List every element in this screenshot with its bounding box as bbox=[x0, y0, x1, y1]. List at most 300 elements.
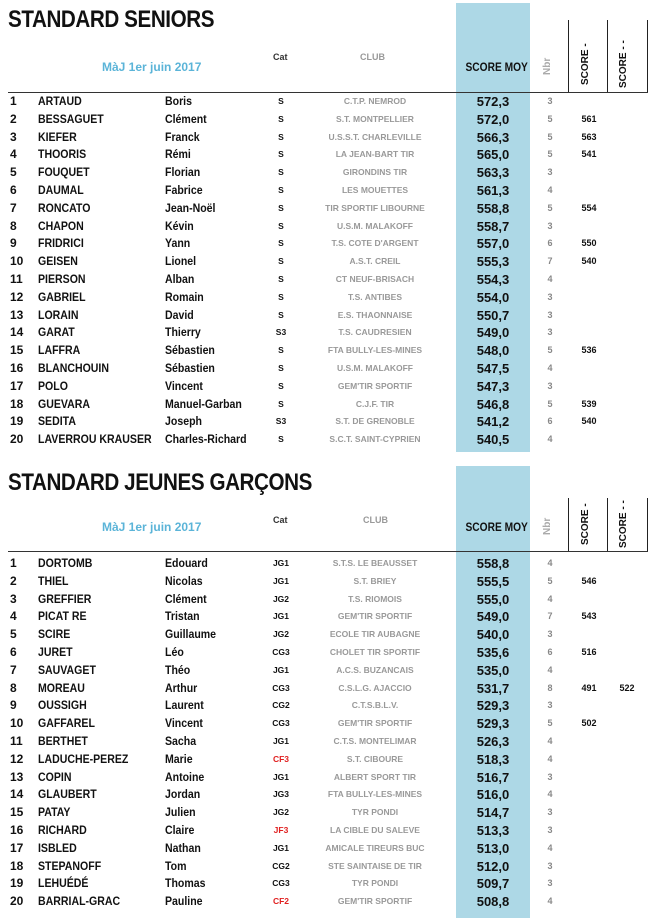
first-name-cell: Claire bbox=[165, 823, 195, 837]
first-name-cell: Vincent bbox=[165, 378, 203, 393]
score-moy-cell: 547,3 bbox=[476, 378, 510, 394]
table-row bbox=[0, 803, 660, 821]
last-name-cell: SAUVAGET bbox=[38, 662, 96, 677]
category-cell: JG1 bbox=[272, 664, 290, 675]
club-cell: U.S.S.T. CHARLEVILLE bbox=[328, 131, 422, 142]
divider bbox=[568, 20, 569, 92]
rank-cell: 6 bbox=[10, 183, 17, 197]
header-score2: SCORE - - bbox=[618, 40, 629, 88]
table-row bbox=[0, 785, 660, 803]
header-score-moy: SCORE MOY bbox=[465, 520, 528, 534]
club-cell: TYR PONDI bbox=[351, 878, 399, 889]
last-name-cell: KIEFER bbox=[38, 129, 77, 144]
first-name-cell: Théo bbox=[165, 662, 191, 677]
nbr-cell: 5 bbox=[547, 131, 553, 142]
score-moy-cell: 555,5 bbox=[476, 573, 510, 589]
last-name-cell: GARAT bbox=[38, 325, 75, 340]
rank-cell: 9 bbox=[10, 698, 17, 713]
first-name-cell: Laurent bbox=[165, 698, 204, 713]
score-moy-cell: 531,7 bbox=[476, 680, 510, 696]
divider bbox=[607, 20, 608, 92]
table-row bbox=[0, 768, 660, 786]
club-cell: LA CIBLE DU SALEVE bbox=[330, 825, 420, 835]
first-name-cell: Sacha bbox=[165, 734, 197, 748]
score-moy-cell: 513,0 bbox=[476, 840, 510, 856]
rank-cell: 9 bbox=[10, 236, 17, 251]
rank-cell: 16 bbox=[10, 823, 24, 837]
club-cell: S.T.S. LE BEAUSSET bbox=[332, 558, 418, 568]
score-moy-cell: 558,7 bbox=[476, 218, 510, 234]
last-name-cell: LEHUÉDÉ bbox=[38, 876, 89, 891]
first-name-cell: Alban bbox=[165, 272, 195, 286]
score-moy-cell: 513,3 bbox=[476, 823, 510, 838]
last-name-cell: CHAPON bbox=[38, 218, 84, 233]
score1-cell: 561 bbox=[581, 113, 597, 124]
nbr-cell: 3 bbox=[547, 291, 553, 302]
nbr-cell: 4 bbox=[547, 558, 553, 568]
first-name-cell: Antoine bbox=[165, 769, 205, 784]
club-cell: GEM'TIR SPORTIF bbox=[337, 718, 413, 729]
nbr-cell: 3 bbox=[547, 380, 553, 391]
score-moy-cell: 518,3 bbox=[476, 751, 510, 767]
table-row bbox=[0, 92, 660, 110]
category-cell: S bbox=[278, 363, 284, 373]
table-row bbox=[0, 750, 660, 768]
first-name-cell: Arthur bbox=[165, 680, 198, 695]
category-cell: S bbox=[278, 202, 284, 213]
rank-cell: 19 bbox=[10, 876, 24, 891]
nbr-cell: 7 bbox=[547, 611, 553, 622]
rank-cell: 12 bbox=[10, 289, 24, 304]
rank-cell: 15 bbox=[10, 343, 24, 358]
nbr-cell: 4 bbox=[547, 185, 553, 195]
score-moy-cell: 548,0 bbox=[476, 343, 510, 359]
score-moy-cell: 535,0 bbox=[476, 662, 510, 678]
last-name-cell: POLO bbox=[38, 378, 68, 393]
category-cell: JG3 bbox=[272, 789, 290, 800]
score-moy-cell: 572,3 bbox=[476, 94, 510, 109]
score-moy-cell: 540,5 bbox=[476, 432, 510, 448]
category-cell: S bbox=[278, 380, 284, 391]
table-row bbox=[0, 341, 660, 359]
nbr-cell: 3 bbox=[547, 167, 553, 178]
score-moy-cell: 546,8 bbox=[476, 396, 510, 412]
nbr-cell: 4 bbox=[547, 789, 553, 800]
score-moy-cell: 572,0 bbox=[476, 111, 510, 127]
nbr-cell: 5 bbox=[547, 398, 553, 409]
table-row bbox=[0, 732, 660, 750]
club-cell: T.S. RIOMOIS bbox=[348, 593, 402, 604]
club-cell: U.S.M. MALAKOFF bbox=[336, 220, 414, 231]
last-name-cell: THIEL bbox=[38, 573, 69, 588]
score1-cell: 554 bbox=[581, 202, 597, 213]
category-cell: S bbox=[278, 309, 284, 320]
score1-cell: 546 bbox=[581, 575, 597, 586]
nbr-cell: 4 bbox=[547, 896, 553, 907]
club-cell: GIRONDINS TIR bbox=[342, 167, 408, 178]
category-cell: S bbox=[278, 238, 284, 249]
category-cell: S bbox=[278, 398, 284, 409]
club-cell: C.J.F. TIR bbox=[355, 398, 395, 409]
rank-cell: 20 bbox=[10, 894, 24, 909]
club-cell: LES MOUETTES bbox=[341, 185, 409, 195]
club-cell: LA JEAN-BART TIR bbox=[335, 149, 415, 160]
last-name-cell: STEPANOFF bbox=[38, 858, 102, 873]
first-name-cell: Nicolas bbox=[165, 573, 203, 588]
club-cell: AMICALE TIREURS BUC bbox=[325, 842, 425, 853]
header-rule bbox=[8, 551, 648, 552]
category-cell: JG1 bbox=[272, 771, 290, 782]
first-name-cell: Jordan bbox=[165, 787, 201, 802]
section-title: STANDARD JEUNES GARÇONS bbox=[8, 469, 312, 496]
rank-cell: 16 bbox=[10, 361, 24, 375]
rank-cell: 18 bbox=[10, 858, 24, 873]
table-row bbox=[0, 128, 660, 146]
table-row bbox=[0, 625, 660, 643]
category-cell: S bbox=[278, 185, 284, 195]
header-score2: SCORE - - bbox=[618, 500, 629, 548]
category-cell: S bbox=[278, 256, 284, 267]
club-cell: S.T. CIBOURE bbox=[346, 753, 404, 764]
first-name-cell: Franck bbox=[165, 129, 200, 144]
header-score1: SCORE - bbox=[580, 43, 591, 85]
first-name-cell: Tom bbox=[165, 858, 187, 873]
first-name-cell: Clément bbox=[165, 111, 207, 126]
first-name-cell: Pauline bbox=[165, 894, 203, 909]
last-name-cell: JURET bbox=[38, 645, 73, 659]
score1-cell: 516 bbox=[581, 647, 597, 657]
category-cell: JG1 bbox=[272, 558, 290, 568]
category-cell: JG2 bbox=[272, 629, 290, 640]
club-cell: GEM'TIR SPORTIF bbox=[337, 611, 413, 622]
table-row bbox=[0, 163, 660, 181]
category-cell: CG3 bbox=[272, 718, 290, 729]
first-name-cell: David bbox=[165, 307, 194, 322]
club-cell: T.S. COTE D'ARGENT bbox=[331, 238, 419, 249]
category-cell: CG2 bbox=[272, 860, 290, 871]
club-cell: S.T. DE GRENOBLE bbox=[335, 416, 415, 427]
score-moy-cell: 535,6 bbox=[476, 645, 510, 660]
rank-cell: 11 bbox=[10, 272, 23, 286]
rank-cell: 15 bbox=[10, 805, 24, 820]
rank-cell: 20 bbox=[10, 432, 24, 447]
score-moy-cell: 547,5 bbox=[476, 361, 510, 376]
first-name-cell: Charles-Richard bbox=[165, 432, 247, 447]
nbr-cell: 8 bbox=[547, 682, 553, 693]
rank-cell: 6 bbox=[10, 645, 17, 659]
rank-cell: 17 bbox=[10, 840, 24, 855]
nbr-cell: 7 bbox=[547, 256, 553, 267]
club-cell: CHOLET TIR SPORTIF bbox=[329, 647, 421, 657]
table-row bbox=[0, 306, 660, 324]
last-name-cell: DAUMAL bbox=[38, 183, 84, 197]
score-moy-cell: 508,8 bbox=[476, 894, 510, 910]
table-row bbox=[0, 572, 660, 590]
table-row bbox=[0, 554, 660, 572]
first-name-cell: Joseph bbox=[165, 414, 202, 429]
category-cell: S bbox=[278, 113, 284, 124]
nbr-cell: 4 bbox=[547, 736, 553, 746]
table-row bbox=[0, 412, 660, 430]
nbr-cell: 5 bbox=[547, 149, 553, 160]
category-cell: JG2 bbox=[272, 807, 290, 818]
rank-cell: 1 bbox=[10, 94, 17, 108]
last-name-cell: LAFFRA bbox=[38, 343, 81, 358]
last-name-cell: RICHARD bbox=[38, 823, 87, 837]
score-moy-cell: 558,8 bbox=[476, 556, 510, 571]
last-name-cell: ARTAUD bbox=[38, 94, 82, 108]
table-row bbox=[0, 395, 660, 413]
club-cell: TYR PONDI bbox=[351, 807, 399, 818]
category-cell: JG1 bbox=[272, 611, 290, 622]
club-cell: C.T.S.B.L.V. bbox=[351, 700, 399, 711]
first-name-cell: Romain bbox=[165, 289, 204, 304]
table-row bbox=[0, 377, 660, 395]
score-moy-cell: 549,0 bbox=[476, 325, 510, 341]
table-row bbox=[0, 821, 660, 839]
club-cell: FTA BULLY-LES-MINES bbox=[327, 789, 423, 800]
first-name-cell: Vincent bbox=[165, 716, 203, 731]
score-moy-cell: 514,7 bbox=[476, 805, 510, 821]
rank-cell: 1 bbox=[10, 556, 17, 570]
nbr-cell: 3 bbox=[547, 96, 553, 106]
last-name-cell: FRIDRICI bbox=[38, 236, 84, 251]
club-cell: S.T. BRIEY bbox=[353, 575, 397, 586]
first-name-cell: Sébastien bbox=[165, 361, 215, 375]
club-cell: GEM'TIR SPORTIF bbox=[337, 380, 413, 391]
score-moy-cell: 557,0 bbox=[476, 236, 510, 252]
score-moy-cell: 529,3 bbox=[476, 698, 510, 714]
last-name-cell: LADUCHE-PEREZ bbox=[38, 751, 129, 766]
score-moy-cell: 555,3 bbox=[476, 254, 510, 270]
score1-cell: 536 bbox=[581, 345, 597, 356]
nbr-cell: 3 bbox=[547, 807, 553, 818]
table-row bbox=[0, 857, 660, 875]
last-name-cell: PICAT RE bbox=[38, 609, 87, 624]
last-name-cell: PATAY bbox=[38, 805, 71, 820]
score1-cell: 563 bbox=[581, 131, 597, 142]
rank-cell: 8 bbox=[10, 218, 17, 233]
rank-cell: 18 bbox=[10, 396, 24, 411]
score1-cell: 543 bbox=[581, 611, 597, 622]
last-name-cell: SEDITA bbox=[38, 414, 76, 429]
nbr-cell: 3 bbox=[547, 629, 553, 640]
rank-cell: 14 bbox=[10, 325, 24, 340]
header-club: CLUB bbox=[363, 515, 388, 525]
category-cell: S bbox=[278, 131, 284, 142]
table-row bbox=[0, 323, 660, 341]
nbr-cell: 3 bbox=[547, 771, 553, 782]
rank-cell: 11 bbox=[10, 734, 23, 748]
club-cell: ECOLE TIR AUBAGNE bbox=[329, 629, 421, 640]
score-moy-cell: 526,3 bbox=[476, 734, 510, 749]
club-cell: T.S. ANTIBES bbox=[348, 291, 402, 302]
divider bbox=[647, 498, 648, 551]
nbr-cell: 5 bbox=[547, 202, 553, 213]
score-moy-cell: 563,3 bbox=[476, 165, 510, 181]
club-cell: CT NEUF-BRISACH bbox=[335, 274, 415, 284]
first-name-cell: Rémi bbox=[165, 147, 191, 162]
nbr-cell: 4 bbox=[547, 274, 553, 284]
rank-cell: 5 bbox=[10, 627, 17, 642]
last-name-cell: BESSAGUET bbox=[38, 111, 104, 126]
table-row bbox=[0, 430, 660, 448]
nbr-cell: 4 bbox=[547, 842, 553, 853]
table-row bbox=[0, 714, 660, 732]
nbr-cell: 3 bbox=[547, 309, 553, 320]
divider bbox=[607, 498, 608, 551]
last-name-cell: SCIRE bbox=[38, 627, 71, 642]
category-cell: JG2 bbox=[272, 593, 290, 604]
table-row bbox=[0, 252, 660, 270]
club-cell: ALBERT SPORT TIR bbox=[333, 771, 417, 782]
category-cell: S bbox=[278, 149, 284, 160]
last-name-cell: BARRIAL-GRAC bbox=[38, 894, 121, 909]
rank-cell: 12 bbox=[10, 751, 24, 766]
category-cell: CF2 bbox=[272, 896, 290, 907]
category-cell: S bbox=[278, 274, 284, 284]
last-name-cell: RONCATO bbox=[38, 200, 91, 215]
last-name-cell: GLAUBERT bbox=[38, 787, 97, 802]
table-row bbox=[0, 607, 660, 625]
table-row bbox=[0, 661, 660, 679]
first-name-cell: Marie bbox=[165, 751, 193, 766]
club-cell: C.S.L.G. AJACCIO bbox=[338, 682, 412, 693]
nbr-cell: 4 bbox=[547, 363, 553, 373]
last-name-cell: DORTOMB bbox=[38, 556, 93, 570]
score-moy-cell: 512,0 bbox=[476, 858, 510, 874]
first-name-cell: Léo bbox=[165, 645, 184, 659]
header-club: CLUB bbox=[360, 52, 385, 62]
last-name-cell: GABRIEL bbox=[38, 289, 86, 304]
table-row bbox=[0, 181, 660, 199]
first-name-cell: Tristan bbox=[165, 609, 200, 624]
table-row bbox=[0, 110, 660, 128]
category-cell: S bbox=[278, 291, 284, 302]
first-name-cell: Julien bbox=[165, 805, 196, 820]
first-name-cell: Edouard bbox=[165, 556, 208, 570]
category-cell: CG3 bbox=[272, 647, 290, 657]
nbr-cell: 3 bbox=[547, 860, 553, 871]
score-moy-cell: 558,8 bbox=[476, 200, 510, 216]
nbr-cell: 5 bbox=[547, 345, 553, 356]
score1-cell: 491 bbox=[581, 682, 597, 693]
first-name-cell: Boris bbox=[165, 94, 193, 108]
nbr-cell: 6 bbox=[547, 416, 553, 427]
club-cell: STE SAINTAISE DE TIR bbox=[328, 860, 422, 871]
header-cat: Cat bbox=[273, 52, 288, 62]
divider bbox=[647, 20, 648, 92]
category-cell: JG1 bbox=[272, 842, 290, 853]
rank-cell: 4 bbox=[10, 147, 17, 162]
nbr-cell: 4 bbox=[547, 434, 553, 445]
header-cat: Cat bbox=[273, 515, 288, 525]
last-name-cell: GREFFIER bbox=[38, 591, 92, 606]
category-cell: S3 bbox=[275, 416, 287, 427]
club-cell: TIR SPORTIF LIBOURNE bbox=[325, 202, 425, 213]
divider bbox=[568, 498, 569, 551]
score-moy-cell: 529,3 bbox=[476, 716, 510, 732]
score1-cell: 540 bbox=[581, 256, 597, 267]
nbr-cell: 3 bbox=[547, 825, 553, 835]
rank-cell: 3 bbox=[10, 591, 17, 606]
category-cell: CG3 bbox=[272, 878, 290, 889]
last-name-cell: BLANCHOUIN bbox=[38, 361, 109, 375]
update-date: MàJ 1er juin 2017 bbox=[102, 520, 202, 534]
last-name-cell: LAVERROU KRAUSER bbox=[38, 432, 152, 447]
table-row bbox=[0, 145, 660, 163]
category-cell: S bbox=[278, 434, 284, 445]
club-cell: GEM'TIR SPORTIF bbox=[337, 896, 413, 907]
rank-cell: 7 bbox=[10, 662, 17, 677]
rank-cell: 8 bbox=[10, 680, 17, 695]
last-name-cell: LORAIN bbox=[38, 307, 79, 322]
score-moy-cell: 555,0 bbox=[476, 591, 510, 607]
rank-cell: 14 bbox=[10, 787, 24, 802]
first-name-cell: Clément bbox=[165, 591, 207, 606]
club-cell: S.T. MONTPELLIER bbox=[336, 113, 414, 124]
score-moy-cell: 566,3 bbox=[476, 129, 510, 145]
update-date: MàJ 1er juin 2017 bbox=[102, 60, 202, 74]
rank-cell: 13 bbox=[10, 769, 24, 784]
jeunes-section bbox=[0, 463, 660, 918]
nbr-cell: 6 bbox=[547, 238, 553, 249]
nbr-cell: 3 bbox=[547, 220, 553, 231]
last-name-cell: OUSSIGH bbox=[38, 698, 87, 713]
score-moy-cell: 516,0 bbox=[476, 787, 510, 803]
category-cell: JG1 bbox=[272, 575, 290, 586]
club-cell: U.S.M. MALAKOFF bbox=[336, 363, 414, 373]
score-moy-cell: 540,0 bbox=[476, 627, 510, 643]
table-row bbox=[0, 892, 660, 910]
first-name-cell: Sébastien bbox=[165, 343, 215, 358]
score-moy-cell: 554,3 bbox=[476, 272, 510, 287]
nbr-cell: 5 bbox=[547, 718, 553, 729]
score1-cell: 502 bbox=[581, 718, 597, 729]
table-row bbox=[0, 288, 660, 306]
score-moy-cell: 541,2 bbox=[476, 414, 510, 430]
nbr-cell: 5 bbox=[547, 575, 553, 586]
nbr-cell: 5 bbox=[547, 113, 553, 124]
first-name-cell: Nathan bbox=[165, 840, 201, 855]
club-cell: FTA BULLY-LES-MINES bbox=[327, 345, 423, 356]
rank-cell: 5 bbox=[10, 165, 17, 180]
score-moy-cell: 509,7 bbox=[476, 876, 510, 892]
nbr-cell: 4 bbox=[547, 664, 553, 675]
rank-cell: 10 bbox=[10, 254, 24, 269]
last-name-cell: GUEVARA bbox=[38, 396, 91, 411]
table-row bbox=[0, 874, 660, 892]
category-cell: S bbox=[278, 96, 284, 106]
score2-cell: 522 bbox=[619, 682, 635, 693]
rank-cell: 2 bbox=[10, 573, 17, 588]
club-cell: S.C.T. SAINT-CYPRIEN bbox=[329, 434, 421, 445]
category-cell: S bbox=[278, 167, 284, 178]
table-row bbox=[0, 270, 660, 288]
club-cell: C.T.S. MONTELIMAR bbox=[333, 736, 417, 746]
table-row bbox=[0, 839, 660, 857]
last-name-cell: COPIN bbox=[38, 769, 72, 784]
club-cell: A.S.T. CREIL bbox=[349, 256, 401, 267]
header-score-moy: SCORE MOY bbox=[465, 60, 528, 74]
first-name-cell: Guillaume bbox=[165, 627, 217, 642]
last-name-cell: GEISEN bbox=[38, 254, 78, 269]
club-cell: T.S. CAUDRESIEN bbox=[338, 327, 412, 338]
first-name-cell: Thomas bbox=[165, 876, 206, 891]
score-moy-cell: 561,3 bbox=[476, 183, 510, 198]
rank-cell: 19 bbox=[10, 414, 24, 429]
first-name-cell: Thierry bbox=[165, 325, 201, 340]
